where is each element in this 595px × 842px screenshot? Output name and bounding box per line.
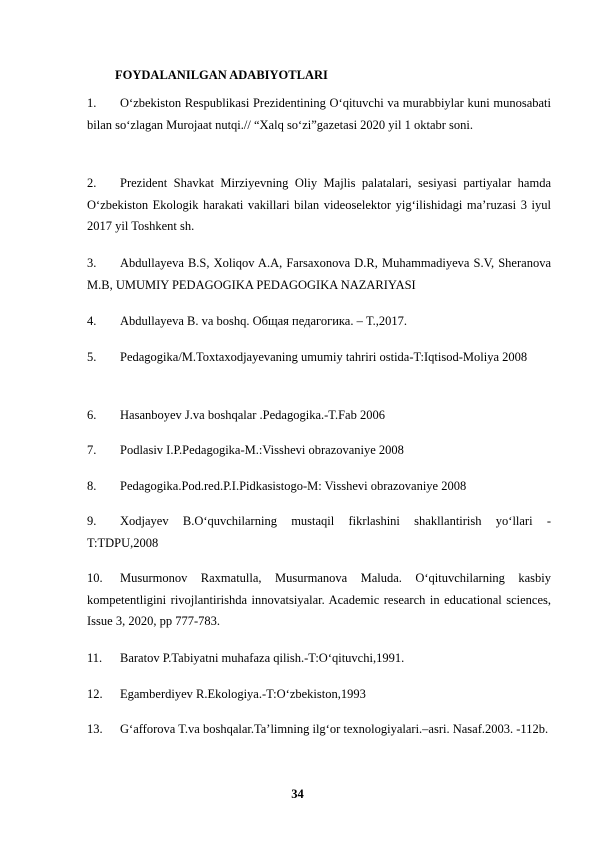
reference-text: G‘afforova T.va boshqalar.Ta’limning ilg‘or texnologiyalari.–asri. Nasaf.2003. -112b. [120, 722, 549, 736]
reference-text: Xodjayev B.O‘quvchilarning mustaqil fikrlashini shakllantirish yo‘llari -T:TDPU,2008 [87, 514, 551, 550]
reference-number: 5. [87, 350, 97, 364]
reference-item-9 [87, 511, 551, 554]
reference-text: Pedagogika.Pod.red.P.I.Pidkasistogo-M: Visshevi obrazovaniye 2008 [120, 479, 467, 493]
reference-text: Egamberdiyev R.Ekologiya.-T:O‘zbekiston,1993 [120, 687, 366, 701]
reference-number: 1. [87, 96, 97, 110]
reference-item-13 [87, 719, 551, 741]
reference-number: 6. [87, 408, 97, 422]
reference-number: 9. [87, 514, 97, 528]
reference-number: 2. [87, 176, 97, 190]
reference-number: 3. [87, 256, 97, 270]
reference-item-7 [87, 440, 551, 462]
reference-text: Podlasiv I.P.Pedagogika-M.:Visshevi obrazovaniye 2008 [120, 443, 404, 457]
reference-item-1 [87, 93, 551, 136]
reference-number: 11. [87, 651, 103, 665]
reference-item-6 [87, 405, 551, 427]
references-heading: FOYDALANILGAN ADABIYOTLARI [115, 68, 328, 82]
reference-text: Abdullayeva B. va boshq. Общая педагогика. – T.,2017. [120, 314, 408, 328]
reference-number: 10. [87, 571, 103, 585]
reference-item-8 [87, 476, 551, 498]
reference-text: O‘zbekiston Respublikasi Prezidentining O‘qituvchi va murabbiylar kuni munosabati bilan so‘zlagan Murojaat nutqi.// “Xalq so‘zi”gazetasi 2020 yil 1 oktabr soni. [87, 96, 551, 132]
reference-number: 8. [87, 479, 97, 493]
reference-item-2 [87, 173, 551, 238]
reference-number: 12. [87, 687, 103, 701]
reference-text: Prezident Shavkat Mirziyevning Oliy Majlis palatalari, sesiyasi partiyalar hamda O‘zbekiston Ekologik harakati vakillari bilan videoselektor yig‘ilishidagi ma’ruzasi 3 iyul 2017 yil Toshkent sh. [87, 176, 551, 233]
reference-text: Pedagogika/M.Toxtaxodjayevaning umumiy tahriri ostida-T:Iqtisod-Moliya 2008 [120, 350, 528, 364]
reference-number: 4. [87, 314, 97, 328]
reference-item-5 [87, 347, 551, 369]
page-number: 34 [291, 787, 304, 801]
reference-number: 7. [87, 443, 97, 457]
reference-item-10 [87, 568, 551, 633]
reference-item-11 [87, 648, 551, 670]
reference-item-3 [87, 253, 551, 296]
reference-number: 13. [87, 722, 103, 736]
reference-item-12 [87, 684, 551, 706]
reference-item-4 [87, 311, 551, 333]
reference-text: Abdullayeva B.S, Xoliqov A.A, Farsaxonova D.R, Muhammadiyeva S.V, Sheranova M.B, UMUMIY PEDAGOGIKA PEDAGOGIKA NAZARIYASI [87, 256, 551, 292]
reference-text: Musurmonov Raxmatulla, Musurmanova Maluda. O‘qituvchilarning kasbiy kompetentligini rivojlantirishda innovatsiyalar. Academic research in educational sciences, Issue 3, 2020, pp 777-783. [87, 571, 551, 628]
reference-text: Baratov P.Tabiyatni muhafaza qilish.-T:O‘qituvchi,1991. [120, 651, 405, 665]
reference-text: Hasanboyev J.va boshqalar .Pedagogika.-T.Fab 2006 [120, 408, 385, 422]
